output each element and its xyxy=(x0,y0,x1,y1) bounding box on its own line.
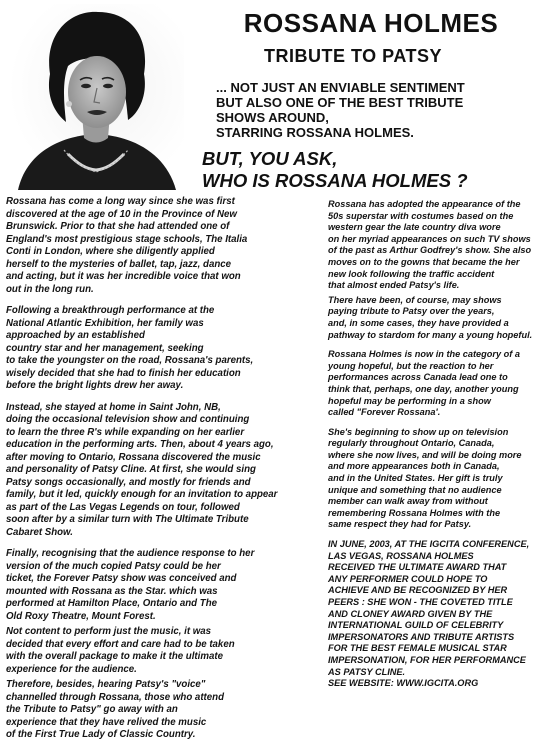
paragraph xyxy=(6,196,326,296)
text-line: 50s superstar with costumes based on the xyxy=(328,210,514,221)
text-line: hopeful may be performing in a show xyxy=(328,395,491,406)
paragraph xyxy=(6,679,326,742)
text-line: channelled through Rossana, those who attend xyxy=(6,691,224,703)
text-line: of the past as Arthur Godfrey's show. She also xyxy=(328,245,532,256)
paragraph xyxy=(6,402,326,540)
text-line: Not content to perform just the music, it was xyxy=(6,626,212,637)
text-line: Therefore, besides, hearing Patsy's "voice" xyxy=(6,679,206,690)
text-line: the Tribute to Patsy" go away with an xyxy=(6,704,178,715)
text-line: ANY PERFORMER COULD HOPE TO xyxy=(328,573,488,584)
text-line: Conti in London, where she diligently applied xyxy=(6,246,215,257)
text-line: with the overall package to make it the ultimate xyxy=(6,651,223,662)
text-line: AS PATSY CLINE. xyxy=(328,666,406,677)
text-line: to learn the three R's while expanding on her earlier xyxy=(6,426,245,438)
text-line: Instead, she stayed at home in Saint John, NB, xyxy=(6,401,221,413)
text-line: experience for the audience. xyxy=(6,663,137,675)
text-line: Patsy songs occasionally, and mostly for friends and xyxy=(6,476,251,488)
text-line: There have been, of course, may shows xyxy=(328,294,502,305)
text-line: and, in some cases, they have provided a xyxy=(328,317,509,328)
text-line: new look following the traffic accident xyxy=(328,268,495,279)
text-line: version of the much copied Patsy could be her xyxy=(6,560,221,572)
text-line: western gear the late country diva wore xyxy=(328,222,501,233)
text-line: where she now lives, and will be doing more xyxy=(328,449,522,460)
text-line: paying tribute to Patsy over the years, xyxy=(328,306,495,317)
page-subtitle: TRIBUTE TO PATSY xyxy=(264,46,443,66)
question-line: WHO IS ROSSANA HOLMES ? xyxy=(202,170,468,191)
text-line: as part of the Las Vegas Legends on tour, followed xyxy=(6,501,240,513)
text-line: performances across Canada lead one to xyxy=(328,372,508,383)
paragraph xyxy=(6,626,326,676)
text-line: RECEIVED THE ULTIMATE AWARD THAT xyxy=(328,562,507,573)
intro-line: ... NOT JUST AN ENVIABLE SENTIMENT xyxy=(216,80,465,95)
text-line: INTERNATIONAL GUILD OF CELEBRITY xyxy=(328,620,504,631)
intro-line: STARRING ROSSANA HOLMES. xyxy=(216,125,414,140)
text-line: country star and her management, seeking xyxy=(6,342,204,354)
text-line: and in the United States. Her gift is truly xyxy=(328,473,503,484)
text-line: ticket, the Forever Patsy show was conceived and xyxy=(6,573,237,584)
text-line: Rossana has adopted the appearance of the xyxy=(328,199,521,209)
text-line: soon after by a similar turn with The Ultimate Tribute xyxy=(6,514,249,525)
headline-question xyxy=(202,148,532,192)
text-line: IMPERSONATION, FOR HER PERFORMANCE xyxy=(328,654,526,665)
left-column xyxy=(6,196,326,751)
text-line: experience that they have relived the music xyxy=(6,716,207,728)
text-line: of the First True Lady of Classic Country. xyxy=(6,729,196,740)
text-line: after moving to Ontario, Rossana discovered the music xyxy=(6,451,261,463)
text-line: approached by an established xyxy=(6,330,145,341)
text-line: think that, perhaps, one day, another young xyxy=(328,383,519,394)
text-line: same respect they had for Patsy. xyxy=(328,519,472,530)
text-line: PEERS : SHE WON - THE COVETED TITLE xyxy=(328,597,513,607)
text-line: that almost ended Patsy's life. xyxy=(328,280,460,291)
text-line: performed at Hamilton Place, Ontario and The xyxy=(6,598,218,609)
intro-line: SHOWS AROUND, xyxy=(216,110,329,125)
text-line: She's beginning to show up on television xyxy=(328,426,509,437)
text-line: Finally, recognising that the audience response to her xyxy=(6,548,255,559)
text-line: out in the long run. xyxy=(6,283,94,295)
text-line: Old Roxy Theatre, Mount Forest. xyxy=(6,610,156,622)
text-line: herself to the mysteries of ballet, tap, jazz, dance xyxy=(6,258,232,270)
text-line: to take the youngster on the road, Rossana's parents, xyxy=(6,355,254,366)
text-line: decided that every effort and care had to be taken xyxy=(6,638,235,650)
text-line: on her myriad appearances on such TV shows xyxy=(328,233,531,244)
text-line: mounted with Rossana as the Star. which was xyxy=(6,585,218,597)
page-title: ROSSANA HOLMES xyxy=(243,8,499,38)
text-line: family, but it led, quickly enough for an invitation to appear xyxy=(6,489,278,500)
text-line: young hopeful, but the reaction to her xyxy=(328,360,494,371)
text-line: England's most prestigious stage schools, The Italia xyxy=(6,233,248,245)
question-line: BUT, YOU ASK, xyxy=(202,148,338,169)
text-line: and acting, but it was her incredible voice that won xyxy=(6,271,241,282)
text-line: called "Forever Rossana'. xyxy=(328,407,441,418)
text-line: wisely decided that she had to finish her education xyxy=(6,367,241,379)
text-line: doing the occasional television show and continuing xyxy=(6,414,250,425)
portrait-photo xyxy=(8,4,184,190)
paragraph xyxy=(328,295,532,341)
text-line: remembering Rossana Holmes with the xyxy=(328,507,501,518)
text-line: Cabaret Show. xyxy=(6,526,73,538)
paragraph xyxy=(328,427,532,531)
text-line: FOR THE BEST FEMALE MUSICAL STAR xyxy=(328,643,507,654)
text-line: before the bright lights drew her away. xyxy=(6,380,184,391)
text-line: pathway to stardom for many a young hopeful. xyxy=(328,329,533,340)
text-line: LAS VEGAS, ROSSANA HOLMES xyxy=(328,550,474,561)
text-line: and more appearances both in Canada, xyxy=(328,461,500,472)
text-line: Rossana has come a long way since she was first xyxy=(6,196,235,207)
paragraph xyxy=(328,349,532,419)
portrait-illustration xyxy=(8,4,184,190)
text-line: SEE WEBSITE: WWW.IGCITA.ORG xyxy=(328,678,479,689)
text-line: member can walk away from without xyxy=(328,496,488,507)
text-line: IMPERSONATORS AND TRIBUTE ARTISTS xyxy=(328,631,515,642)
text-line: and personality of Patsy Cline. At first, she would sing xyxy=(6,464,256,475)
text-line: National Atlantic Exhibition, her family was xyxy=(6,317,204,329)
text-line: regularly throughout Ontario, Canada, xyxy=(328,438,495,449)
text-line: IN JUNE, 2003, AT THE IGCITA CONFERENCE, xyxy=(328,539,530,550)
intro-line: BUT ALSO ONE OF THE BEST TRIBUTE xyxy=(216,95,464,110)
text-line: Rossana Holmes is now in the category of a xyxy=(328,349,520,360)
paragraph xyxy=(328,539,532,690)
text-line: education in the performing arts. Then, about 4 years ago, xyxy=(6,439,274,450)
text-line: unique and something that no audience xyxy=(328,484,502,495)
paragraph xyxy=(328,199,532,292)
right-column xyxy=(328,199,532,698)
paragraph xyxy=(6,305,326,393)
text-line: Brunswick. Prior to that she had attended one of xyxy=(6,221,230,232)
text-line: moves on to the gowns that became the her xyxy=(328,256,520,267)
text-line: AND CLONEY AWARD GIVEN BY THE xyxy=(328,608,493,619)
paragraph xyxy=(6,548,326,623)
intro-statement xyxy=(216,80,526,140)
text-line: Following a breakthrough performance at the xyxy=(6,305,215,316)
text-line: discovered at the age of 10 in the Province of New xyxy=(6,208,237,220)
text-line: ACHIEVE AND BE RECOGNIZED BY HER xyxy=(328,585,508,596)
